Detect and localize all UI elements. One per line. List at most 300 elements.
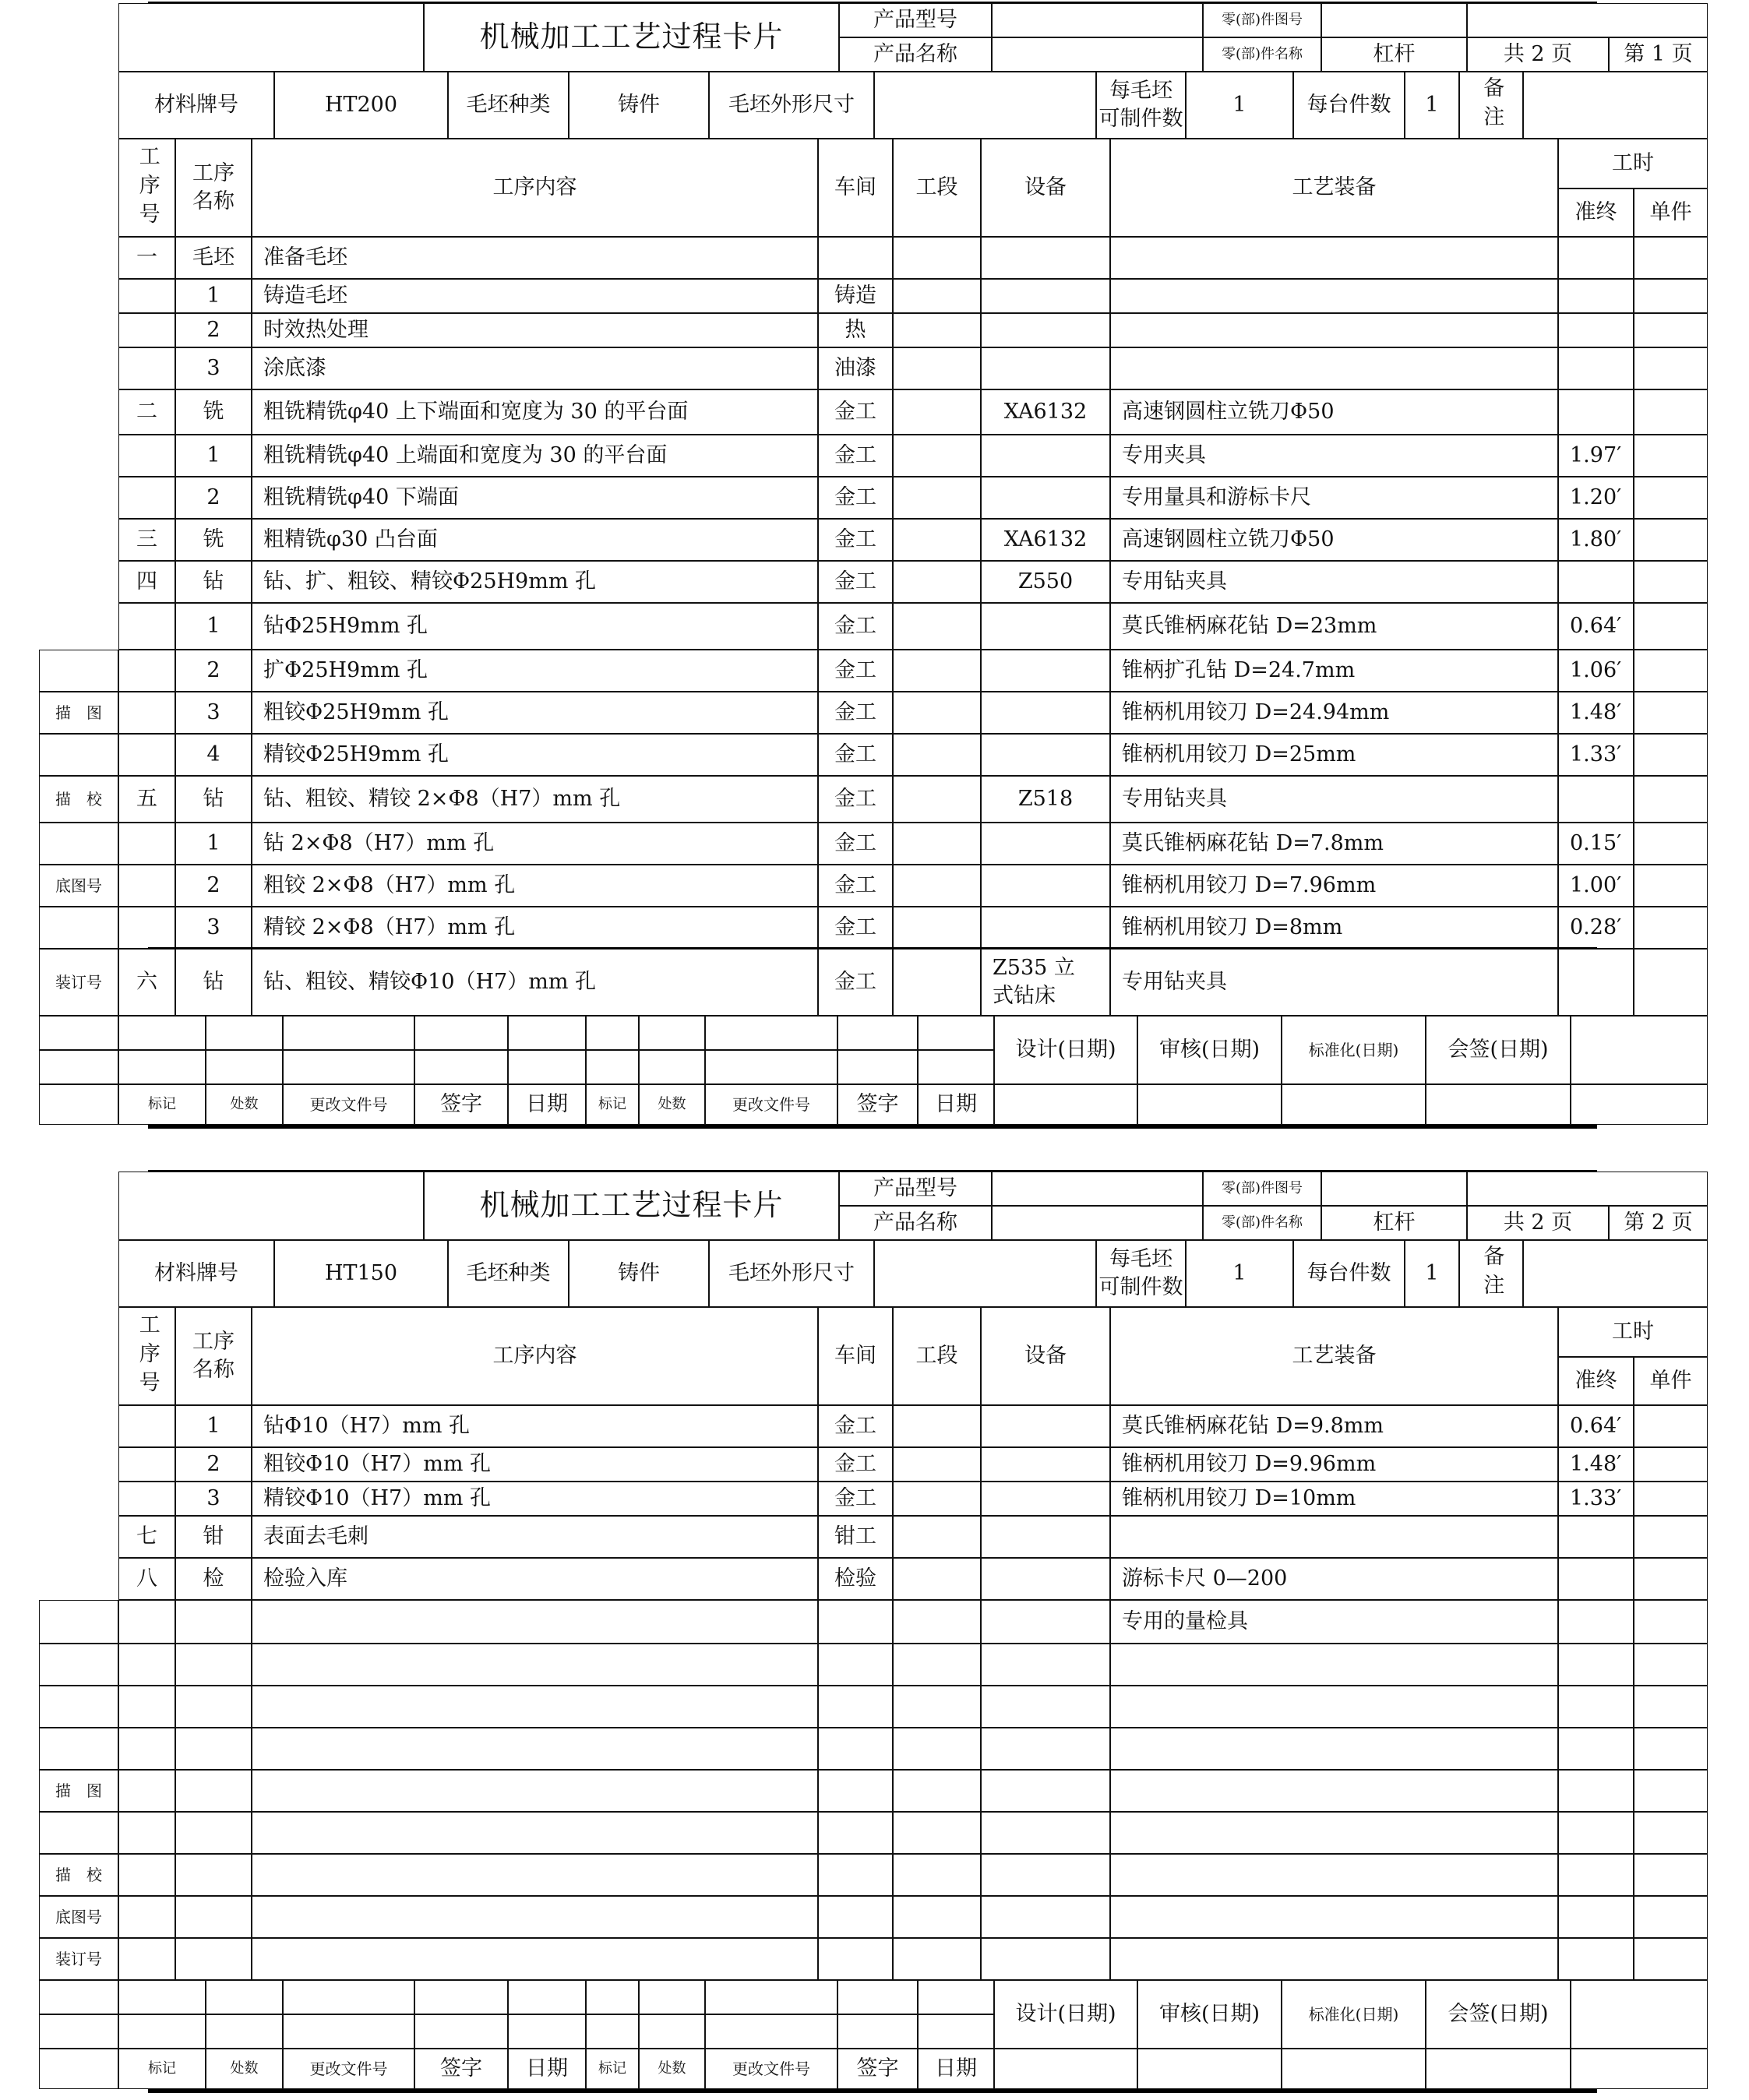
revision-blank[interactable]: [414, 2014, 508, 2049]
header-time: 工时: [1558, 1307, 1708, 1357]
product-name-value[interactable]: [992, 37, 1203, 72]
cell-equipment: XA6132: [981, 519, 1110, 561]
cell-op-name: [175, 1600, 252, 1644]
cell-content: 钻Φ25H9mm 孔: [252, 603, 818, 650]
blank-size-label: 毛坯外形尺寸: [709, 1240, 874, 1307]
cell-workshop: [818, 1686, 893, 1728]
cell-op-name: 毛坯: [175, 237, 252, 279]
cell-equipment: [981, 1405, 1110, 1447]
sign-blank: [1571, 1016, 1708, 1084]
revision-blank[interactable]: [639, 1980, 705, 2014]
sign-review-value[interactable]: [1137, 1084, 1282, 1125]
margin-check: 描 校: [39, 1854, 118, 1896]
cell-content: [252, 1728, 818, 1770]
cell-workshop: 热: [818, 313, 893, 347]
sign-design-label: 设计(日期): [994, 1016, 1137, 1084]
cell-equipment: [981, 1482, 1110, 1516]
cell-unit-time: [1634, 561, 1708, 603]
cell-op-name: 2: [175, 1447, 252, 1482]
cell-equipment: [981, 1770, 1110, 1812]
remark-label: 备注: [1459, 72, 1523, 139]
cell-section: [893, 1644, 981, 1686]
sign-countersign-label: 会签(日期): [1426, 1980, 1571, 2049]
cell-seq: [118, 907, 175, 949]
cell-unit-time: [1634, 865, 1708, 907]
header-op-name: [175, 139, 252, 237]
blank-type-label: 毛坯种类: [448, 72, 569, 139]
cell-unit-time: [1634, 1854, 1708, 1896]
header-equipment: 设备: [981, 139, 1110, 237]
cell-seq: [118, 1686, 175, 1728]
revision-blank: [39, 2049, 118, 2089]
sign-countersign-label: 会签(日期): [1426, 1016, 1571, 1084]
cell-tooling: 游标卡尺 0—200: [1110, 1558, 1558, 1600]
revision-blank[interactable]: [206, 1016, 283, 1050]
revision-signature-label: 签字: [837, 1084, 918, 1125]
cell-workshop: 钳工: [818, 1516, 893, 1558]
cell-equipment: [981, 477, 1110, 519]
revision-blank[interactable]: [586, 1050, 639, 1084]
cell-section: [893, 389, 981, 435]
cell-tooling: 高速钢圆柱立铣刀Φ50: [1110, 389, 1558, 435]
revision-blank[interactable]: [508, 1050, 586, 1084]
sign-countersign-value[interactable]: [1426, 1084, 1571, 1125]
part-name-value: 杠杆: [1321, 37, 1467, 72]
blank-type-value: 铸件: [569, 72, 709, 139]
cell-section: [893, 347, 981, 389]
revision-blank[interactable]: [837, 1016, 918, 1050]
cell-op-name: 1: [175, 603, 252, 650]
cell-op-name: 3: [175, 1482, 252, 1516]
cell-workshop: [818, 1770, 893, 1812]
cell-prep-time: 0.64′: [1558, 1405, 1634, 1447]
cell-content: 检验入库: [252, 1558, 818, 1600]
margin-blank: [39, 1812, 118, 1854]
revision-blank[interactable]: [639, 1050, 705, 1084]
revision-count-label: 处数: [206, 2049, 283, 2089]
per-blank-label-lines: [1099, 77, 1183, 134]
sign-standardize-value[interactable]: [1282, 1084, 1426, 1125]
cell-seq: [118, 1770, 175, 1812]
revision-blank[interactable]: [918, 2014, 994, 2049]
cell-seq: [118, 1644, 175, 1686]
cell-tooling: [1110, 1812, 1558, 1854]
cell-content: 时效热处理: [252, 313, 818, 347]
header-tooling: 工艺装备: [1110, 1307, 1558, 1405]
cell-section: [893, 477, 981, 519]
cell-prep-time: 0.28′: [1558, 907, 1634, 949]
revision-blank[interactable]: [39, 2014, 118, 2049]
cell-unit-time: [1634, 347, 1708, 389]
margin-blank: [39, 907, 118, 949]
remark-value[interactable]: [1523, 72, 1708, 139]
header-blank: [1467, 1172, 1708, 1206]
cell-unit-time: [1634, 1482, 1708, 1516]
cell-prep-time: [1558, 1600, 1634, 1644]
cell-op-name: 2: [175, 477, 252, 519]
product-name-value[interactable]: [992, 1206, 1203, 1240]
revision-blank[interactable]: [118, 1016, 206, 1050]
revision-blank[interactable]: [414, 1980, 508, 2014]
revision-blank[interactable]: [508, 1980, 586, 2014]
label-line: 工序: [192, 160, 234, 185]
cell-prep-time: 1.33′: [1558, 1482, 1634, 1516]
cell-section: [893, 1896, 981, 1938]
margin-blank: [39, 1600, 118, 1644]
header-op-name: [175, 1307, 252, 1405]
cell-workshop: 金工: [818, 561, 893, 603]
cell-workshop: 金工: [818, 865, 893, 907]
cell-seq: 四: [118, 561, 175, 603]
cell-equipment: [981, 1516, 1110, 1558]
cell-section: [893, 1938, 981, 1980]
header-content: 工序内容: [252, 1307, 818, 1405]
cell-tooling: 锥柄机用铰刀 D=10mm: [1110, 1482, 1558, 1516]
per-unit-value: 1: [1405, 1240, 1459, 1307]
cell-tooling: [1110, 313, 1558, 347]
label-line: 可制件数: [1098, 107, 1183, 131]
cell-op-name: [175, 1854, 252, 1896]
cell-prep-time: 0.15′: [1558, 823, 1634, 865]
cell-unit-time: [1634, 519, 1708, 561]
cell-content: 钻Φ10（H7）mm 孔: [252, 1405, 818, 1447]
cell-workshop: 金工: [818, 907, 893, 949]
revision-blank[interactable]: [837, 2014, 918, 2049]
revision-blank[interactable]: [283, 2014, 414, 2049]
header-time: 工时: [1558, 139, 1708, 189]
cell-unit-time: [1634, 949, 1708, 1016]
cell-content: [252, 1686, 818, 1728]
cell-section: [893, 279, 981, 313]
cell-section: [893, 776, 981, 823]
cell-seq: [118, 1854, 175, 1896]
cell-section: [893, 1516, 981, 1558]
header-section: 工段: [893, 139, 981, 237]
revision-blank[interactable]: [508, 2014, 586, 2049]
cell-tooling: 锥柄扩孔钻 D=24.7mm: [1110, 650, 1558, 692]
cell-workshop: 金工: [818, 776, 893, 823]
material-value: HT200: [274, 72, 448, 139]
sign-extra-value[interactable]: [1571, 1084, 1708, 1125]
cell-tooling: [1110, 1516, 1558, 1558]
revision-date-label: 日期: [918, 1084, 994, 1125]
cell-prep-time: [1558, 389, 1634, 435]
revision-blank[interactable]: [705, 2014, 837, 2049]
cell-op-name: 检: [175, 1558, 252, 1600]
cell-content: 准备毛坯: [252, 237, 818, 279]
header-prep-time: 准终: [1558, 189, 1634, 237]
header-unit-time: 单件: [1634, 1357, 1708, 1405]
product-model-value[interactable]: [992, 1172, 1203, 1206]
cell-tooling: 莫氏锥柄麻花钻 D=23mm: [1110, 603, 1558, 650]
cell-equipment: [981, 650, 1110, 692]
cell-equipment: [981, 603, 1110, 650]
revision-blank[interactable]: [586, 1980, 639, 2014]
cell-seq: [118, 313, 175, 347]
cell-seq: [118, 823, 175, 865]
product-model-label: 产品型号: [839, 3, 992, 37]
revision-blank[interactable]: [206, 1980, 283, 2014]
cell-op-name: [175, 1728, 252, 1770]
sign-review-value[interactable]: [1137, 2049, 1282, 2089]
cell-tooling: [1110, 1686, 1558, 1728]
cell-equipment: [981, 279, 1110, 313]
cell-section: [893, 734, 981, 776]
revision-blank[interactable]: [206, 2014, 283, 2049]
revision-change-doc-label: 更改文件号: [705, 1084, 837, 1125]
cell-workshop: 金工: [818, 1405, 893, 1447]
revision-blank[interactable]: [705, 1050, 837, 1084]
revision-blank[interactable]: [414, 1016, 508, 1050]
cell-equipment: [981, 1854, 1110, 1896]
cell-unit-time: [1634, 313, 1708, 347]
header-blank: [1467, 3, 1708, 37]
cell-op-name: 钻: [175, 776, 252, 823]
revision-blank[interactable]: [118, 2014, 206, 2049]
cell-prep-time: [1558, 1896, 1634, 1938]
cell-op-name: [175, 1770, 252, 1812]
revision-blank[interactable]: [586, 1016, 639, 1050]
cell-equipment: [981, 1938, 1110, 1980]
cell-prep-time: [1558, 1728, 1634, 1770]
revision-change-doc-label: 更改文件号: [283, 1084, 414, 1125]
cell-tooling: [1110, 279, 1558, 313]
cell-prep-time: [1558, 1938, 1634, 1980]
cell-equipment: [981, 435, 1110, 477]
cell-content: 粗铣精铣φ40 上端面和宽度为 30 的平台面: [252, 435, 818, 477]
cell-unit-time: [1634, 1516, 1708, 1558]
header-op-name-lines: [192, 160, 234, 217]
cell-op-name: [175, 1812, 252, 1854]
revision-date-label: 日期: [918, 2049, 994, 2089]
revision-blank[interactable]: [918, 1016, 994, 1050]
cell-unit-time: [1634, 1644, 1708, 1686]
cell-prep-time: [1558, 1854, 1634, 1896]
cell-section: [893, 907, 981, 949]
cell-op-name: 3: [175, 907, 252, 949]
cell-seq: [118, 1447, 175, 1482]
sign-extra-value[interactable]: [1571, 2049, 1708, 2089]
cell-workshop: 铸造: [818, 279, 893, 313]
revision-blank[interactable]: [837, 1050, 918, 1084]
card-title: 机械加工工艺过程卡片: [424, 1172, 839, 1240]
part-drawing-value[interactable]: [1321, 3, 1467, 37]
revision-blank[interactable]: [283, 1050, 414, 1084]
margin-trace: 描 图: [39, 692, 118, 734]
margin-blank: [39, 1644, 118, 1686]
revision-change-doc-label: 更改文件号: [705, 2049, 837, 2089]
revision-date-label: 日期: [508, 1084, 586, 1125]
cell-unit-time: [1634, 776, 1708, 823]
revision-mark-label: 标记: [586, 2049, 639, 2089]
revision-blank[interactable]: [283, 1980, 414, 2014]
revision-blank[interactable]: [705, 1016, 837, 1050]
revision-blank[interactable]: [118, 1050, 206, 1084]
cell-equipment: [981, 734, 1110, 776]
cell-tooling: 莫氏锥柄麻花钻 D=7.8mm: [1110, 823, 1558, 865]
logo-area: [118, 3, 424, 72]
cell-tooling: 锥柄机用铰刀 D=25mm: [1110, 734, 1558, 776]
part-drawing-label: 零(部)件图号: [1203, 3, 1321, 37]
revision-date-label: 日期: [508, 2049, 586, 2089]
revision-blank[interactable]: [283, 1016, 414, 1050]
cell-equipment: [981, 313, 1110, 347]
cell-workshop: [818, 1600, 893, 1644]
cell-op-name: 1: [175, 1405, 252, 1447]
cell-tooling: [1110, 1770, 1558, 1812]
border-rule: [148, 2089, 1597, 2093]
cell-unit-time: [1634, 1558, 1708, 1600]
cell-tooling: [1110, 1644, 1558, 1686]
revision-blank[interactable]: [639, 1016, 705, 1050]
cell-seq: [118, 1938, 175, 1980]
label-line: 名称: [192, 1358, 234, 1382]
cell-seq: [118, 734, 175, 776]
cell-section: [893, 1405, 981, 1447]
revision-mark-label: 标记: [118, 1084, 206, 1125]
cell-seq: [118, 1728, 175, 1770]
cell-equipment: [981, 237, 1110, 279]
cell-workshop: 金工: [818, 1447, 893, 1482]
label-line: 每毛坯: [1109, 78, 1172, 103]
cell-workshop: 金工: [818, 519, 893, 561]
revision-blank[interactable]: [639, 2014, 705, 2049]
revision-blank[interactable]: [837, 1980, 918, 2014]
part-drawing-value[interactable]: [1321, 1172, 1467, 1206]
sign-countersign-value[interactable]: [1426, 2049, 1571, 2089]
margin-trace: 描 图: [39, 1770, 118, 1812]
total-pages: 共 2 页: [1467, 37, 1609, 72]
sign-standardize-label: 标准化(日期): [1282, 1980, 1426, 2049]
cell-prep-time: 1.20′: [1558, 477, 1634, 519]
sign-design-value[interactable]: [994, 2049, 1137, 2089]
cell-unit-time: [1634, 603, 1708, 650]
cell-content: 粗铣精铣φ40 上下端面和宽度为 30 的平台面: [252, 389, 818, 435]
product-model-label: 产品型号: [839, 1172, 992, 1206]
revision-blank[interactable]: [918, 1050, 994, 1084]
blank-size-value[interactable]: [874, 72, 1096, 139]
cell-workshop: [818, 1854, 893, 1896]
revision-blank[interactable]: [918, 1980, 994, 2014]
header-workshop: 车间: [818, 139, 893, 237]
cell-content: 涂底漆: [252, 347, 818, 389]
header-workshop: 车间: [818, 1307, 893, 1405]
cell-op-name: 1: [175, 823, 252, 865]
cell-unit-time: [1634, 1600, 1708, 1644]
revision-blank[interactable]: [414, 1050, 508, 1084]
revision-blank[interactable]: [508, 1016, 586, 1050]
revision-blank[interactable]: [586, 2014, 639, 2049]
label-line: 可制件数: [1098, 1275, 1183, 1299]
revision-blank[interactable]: [39, 1050, 118, 1084]
cell-content: 粗铰Φ25H9mm 孔: [252, 692, 818, 734]
revision-blank[interactable]: [39, 1016, 118, 1050]
cell-tooling: 高速钢圆柱立铣刀Φ50: [1110, 519, 1558, 561]
remark-value[interactable]: [1523, 1240, 1708, 1307]
cell-workshop: 金工: [818, 389, 893, 435]
cell-content: 粗铣精铣φ40 下端面: [252, 477, 818, 519]
revision-blank[interactable]: [118, 1980, 206, 2014]
cell-tooling: [1110, 1854, 1558, 1896]
header-op-name-lines: [192, 1328, 234, 1385]
cell-op-name: 1: [175, 435, 252, 477]
margin-blank: [39, 1686, 118, 1728]
blank-size-value[interactable]: [874, 1240, 1096, 1307]
cell-content: 钻、粗铰、精铰 2×Φ8（H7）mm 孔: [252, 776, 818, 823]
cell-tooling: [1110, 237, 1558, 279]
cell-equipment: [981, 1644, 1110, 1686]
blank-type-label: 毛坯种类: [448, 1240, 569, 1307]
revision-blank[interactable]: [39, 1980, 118, 2014]
header-content: 工序内容: [252, 139, 818, 237]
cell-seq: 三: [118, 519, 175, 561]
cell-workshop: [818, 1896, 893, 1938]
cell-equipment: [981, 1447, 1110, 1482]
cell-seq: [118, 1812, 175, 1854]
product-name-label: 产品名称: [839, 1206, 992, 1240]
material-label: 材料牌号: [118, 1240, 274, 1307]
revision-signature-label: 签字: [837, 2049, 918, 2089]
cell-unit-time: [1634, 1770, 1708, 1812]
cell-tooling: [1110, 1938, 1558, 1980]
product-model-value[interactable]: [992, 3, 1203, 37]
label-line: 工序: [192, 1329, 234, 1354]
cell-content: 粗铰 2×Φ8（H7）mm 孔: [252, 865, 818, 907]
cell-prep-time: [1558, 1686, 1634, 1728]
sign-standardize-value[interactable]: [1282, 2049, 1426, 2089]
cell-content: [252, 1770, 818, 1812]
cell-content: 钻 2×Φ8（H7）mm 孔: [252, 823, 818, 865]
cell-workshop: 金工: [818, 823, 893, 865]
margin-binding: 装订号: [39, 949, 118, 1016]
cell-section: [893, 1482, 981, 1516]
header-prep-time: 准终: [1558, 1357, 1634, 1405]
cell-section: [893, 692, 981, 734]
header-tooling: 工艺装备: [1110, 139, 1558, 237]
cell-op-name: 钻: [175, 561, 252, 603]
cell-op-name: 2: [175, 650, 252, 692]
cell-seq: [118, 1896, 175, 1938]
part-name-label: 零(部)件名称: [1203, 1206, 1321, 1240]
revision-blank[interactable]: [705, 1980, 837, 2014]
cell-tooling: 锥柄机用铰刀 D=8mm: [1110, 907, 1558, 949]
cell-op-name: 钳: [175, 1516, 252, 1558]
cell-unit-time: [1634, 1405, 1708, 1447]
cell-workshop: 金工: [818, 603, 893, 650]
sign-design-value[interactable]: [994, 1084, 1137, 1125]
margin-blank: [39, 1728, 118, 1770]
cell-workshop: 金工: [818, 949, 893, 1016]
cell-equipment: [981, 692, 1110, 734]
cell-content: [252, 1854, 818, 1896]
sign-design-label: 设计(日期): [994, 1980, 1137, 2049]
cell-section: [893, 313, 981, 347]
cell-section: [893, 519, 981, 561]
cell-workshop: [818, 1728, 893, 1770]
cell-seq: [118, 435, 175, 477]
cell-seq: [118, 650, 175, 692]
page-number: 第 2 页: [1609, 1206, 1708, 1240]
cell-unit-time: [1634, 823, 1708, 865]
logo-area: [118, 1172, 424, 1240]
cell-tooling: 专用量具和游标卡尺: [1110, 477, 1558, 519]
cell-content: [252, 1938, 818, 1980]
cell-equipment: Z518: [981, 776, 1110, 823]
cell-equipment: [981, 1896, 1110, 1938]
cell-equipment: [981, 1686, 1110, 1728]
revision-blank[interactable]: [206, 1050, 283, 1084]
margin-check: 描 校: [39, 776, 118, 823]
